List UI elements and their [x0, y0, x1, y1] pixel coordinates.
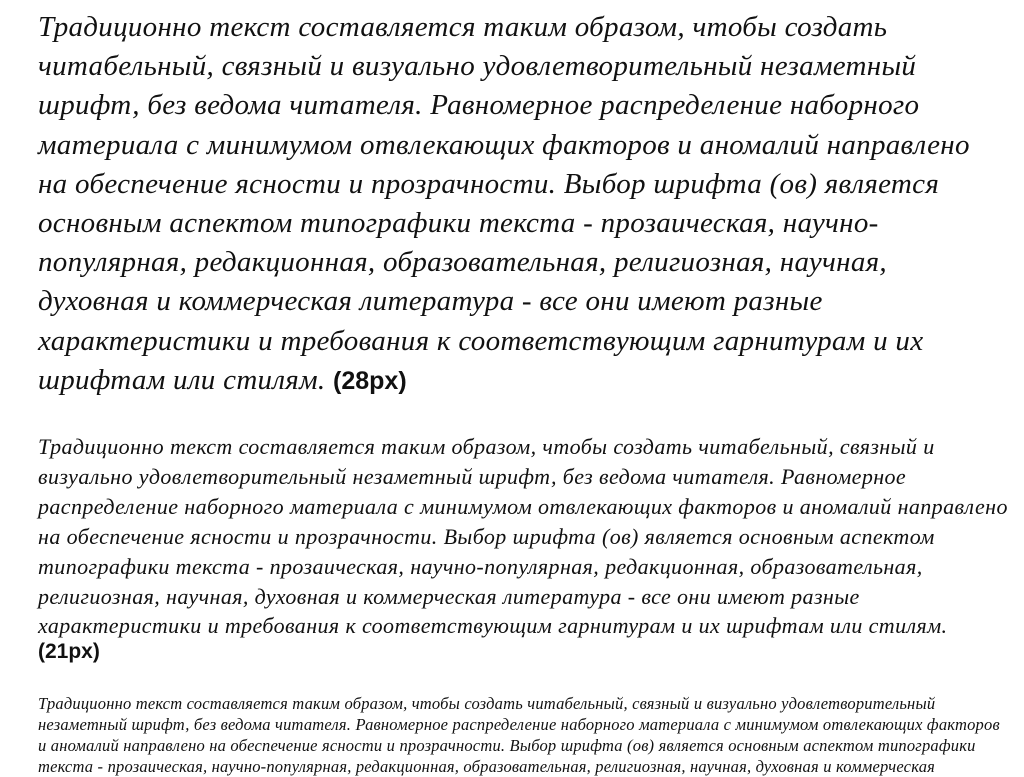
- sample-line: на обеспечение ясности и прозрачности. Выбор шрифта (ов) является основным аспектом: [38, 523, 935, 549]
- sample-line: текста - прозаическая, научно-популярная, редакционная, образовательная, религиозная, научная, духовная и коммерческая: [38, 757, 936, 776]
- sample-line: Традиционно текст составляется таким образом, чтобы создать: [38, 11, 888, 43]
- sample-line: Традиционно текст составляется таким образом, чтобы создать читабельный, связный и визуально удовлетворительный: [38, 694, 936, 713]
- sample-line: на обеспечение ясности и прозрачности. Выбор шрифта (ов) является: [38, 167, 940, 200]
- sample-line: шрифт, без ведома читателя. Равномерное распределение наборного: [38, 89, 920, 122]
- sample-line: читабельный, связный и визуально удовлетворительный незаметный: [38, 50, 917, 83]
- sample-line: и аномалий направлено на обеспечение ясности и прозрачности. Выбор шрифта (ов) является основным аспектом типографики: [38, 736, 976, 755]
- sample-line: характеристики и требования к соответствующим гарнитурам и их шрифтам или стилям.: [38, 613, 948, 639]
- size-label: (28px): [333, 366, 407, 395]
- sample-line: религиозная, научная, духовная и коммерческая литература - все они имеют разные: [38, 583, 860, 609]
- size-label: (21px): [38, 640, 100, 664]
- sample-line: популярная, редакционная, образовательная, религиозная, научная,: [38, 246, 887, 279]
- sample-small: [38, 693, 1000, 777]
- sample-21px: [38, 432, 1008, 665]
- sample-line: типографики текста - прозаическая, научно-популярная, редакционная, образовательная,: [38, 553, 923, 579]
- sample-line: материала с минимумом отвлекающих факторов и аномалий направлено: [38, 128, 970, 161]
- sample-line: визуально удовлетворительный незаметный шрифт, без ведома читателя. Равномерное: [38, 463, 907, 489]
- sample-line: характеристики и требования к соответствующим гарнитурам и их: [38, 324, 924, 357]
- sample-28px: [38, 8, 970, 401]
- sample-line: незаметный шрифт, без ведома читателя. Равномерное распределение наборного материала с минимумом отвлекающих факторов: [38, 715, 1000, 734]
- sample-line: шрифтам или стилям.: [38, 363, 326, 396]
- sample-line: основным аспектом типографики текста - прозаическая, научно-: [38, 207, 879, 240]
- sample-line: распределение наборного материала с минимумом отвлекающих факторов и аномалий направлено: [38, 493, 1008, 519]
- sample-line: Традиционно текст составляется таким образом, чтобы создать читабельный, связный и: [38, 434, 935, 459]
- sample-line: духовная и коммерческая литература - все они имеют разные: [38, 285, 823, 318]
